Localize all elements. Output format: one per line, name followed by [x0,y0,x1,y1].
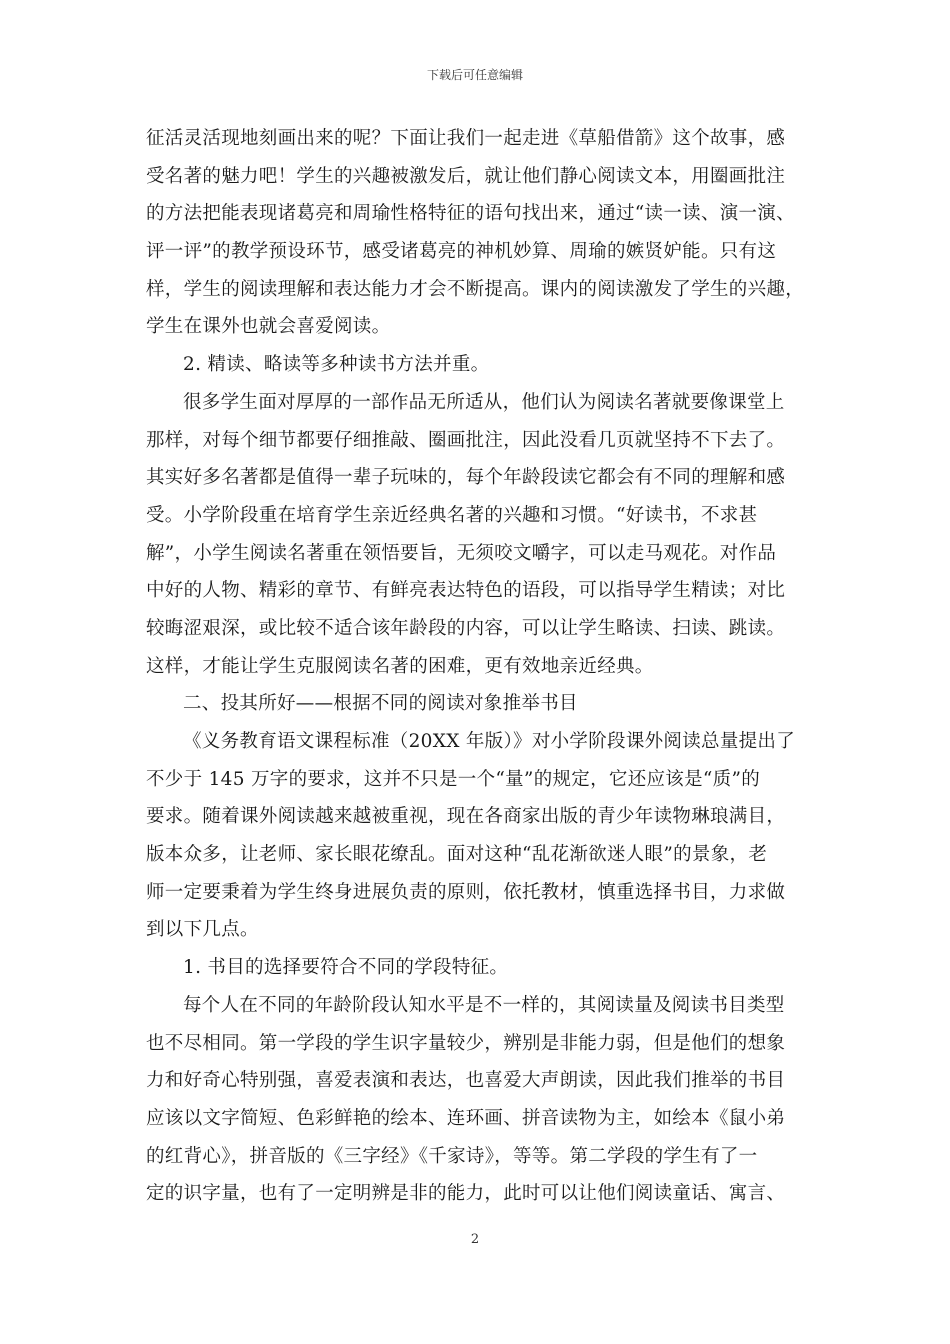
text-line: 不少于 145 万字的要求，这并不只是一个“量”的规定，它还应该是“质”的 [146,768,761,790]
text-line: 较晦涩艰深，或比较不适合该年龄段的内容，可以让学生略读、扫读、跳读。 [146,617,786,639]
text-line: 评一评”的教学预设环节，感受诸葛亮的神机妙算、周瑜的嫉贤妒能。只有这 [146,241,777,263]
text-line: 解”，小学生阅读名著重在领悟要旨，无须咬文嚼字，可以走马观花。对作品 [146,542,777,564]
text-line: 中好的人物、精彩的章节、有鲜亮表达特色的语段，可以指导学生精读；对比 [146,580,786,602]
text-line: 也不尽相同。第一学段的学生识字量较少，辨别是非能力弱，但是他们的想象 [146,1032,786,1054]
document-body [146,120,810,1213]
text-line: 师一定要秉着为学生终身进展负责的原则，依托教材，慎重选择书目，力求做 [146,881,786,903]
text-line: 受名著的魅力吧！学生的兴趣被激发后，就让他们静心阅读文本，用圈画批注 [146,165,786,187]
text-line: 其实好多名著都是值得一辈子玩味的，每个年龄段读它都会有不同的理解和感 [146,467,786,489]
text-line: 1. 书目的选择要符合不同的学段特征。 [183,957,509,979]
text-line: 学生在课外也就会喜爱阅读。 [146,316,391,338]
text-line: 定的识字量，也有了一定明辨是非的能力，此时可以让他们阅读童话、寓言、 [146,1183,786,1205]
text-line: 的方法把能表现诸葛亮和周瑜性格特征的语句找出来，通过“读一读、演一演、 [146,203,795,225]
text-line: 这样，才能让学生克服阅读名著的困难，更有效地亲近经典。 [146,655,654,677]
text-line: 版本众多，让老师、家长眼花缭乱。面对这种“乱花渐欲迷人眼”的景象，老 [146,844,768,866]
text-line: 《义务教育语文课程标准（20XX 年版）》对小学阶段课外阅读总量提出了 [183,731,796,752]
text-line: 很多学生面对厚厚的一部作品无所适从，他们认为阅读名著就要像课堂上 [183,391,785,413]
text-line: 那样，对每个细节都要仔细推敲、圈画批注，因此没看几页就坚持不下去了。 [146,429,786,451]
text-line: 受。小学阶段重在培育学生亲近经典名著的兴趣和习惯。“好读书，不求甚 [146,504,758,526]
text-line: 的红背心》，拼音版的《三字经》《千家诗》，等等。第二学段的学生有了一 [146,1145,758,1167]
text-line: 到以下几点。 [146,919,259,941]
text-line: 每个人在不同的年龄阶段认知水平是不一样的，其阅读量及阅读书目类型 [183,994,785,1016]
page-header: 下载后可任意编辑 [426,68,523,82]
page-number: 2 [470,1232,480,1247]
text-line: 征活灵活现地刻画出来的呢？下面让我们一起走进《草船借箭》这个故事，感 [146,128,786,149]
text-line: 力和好奇心特别强，喜爱表演和表达，也喜爱大声朗读，因此我们推举的书目 [146,1070,786,1092]
text-line: 要求。随着课外阅读越来越被重视，现在各商家出版的青少年读物琳琅满目， [146,806,786,828]
text-line: 样，学生的阅读理解和表达能力才会不断提高。课内的阅读激发了学生的兴趣， [146,278,805,300]
text-line: 2. 精读、略读等多种读书方法并重。 [183,354,490,376]
text-line: 二、投其所好——根据不同的阅读对象推举书目 [183,693,578,715]
text-line: 应该以文字简短、色彩鲜艳的绘本、连环画、拼音读物为主，如绘本《鼠小弟 [146,1107,786,1129]
